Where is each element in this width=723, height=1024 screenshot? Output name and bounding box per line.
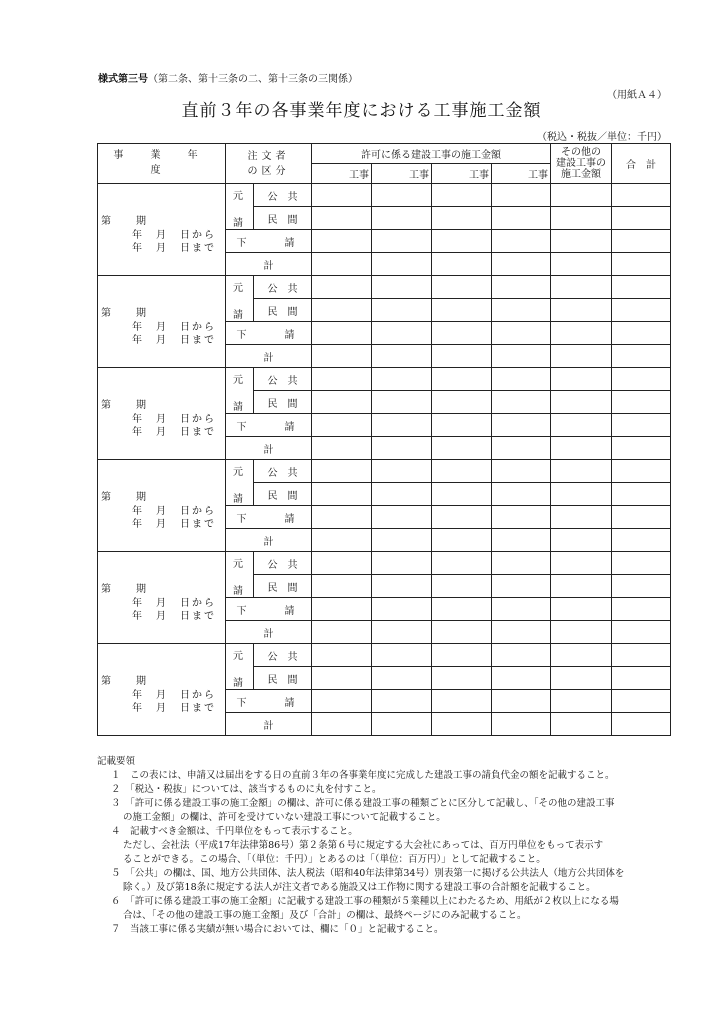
row-label-public: 公 共 bbox=[254, 184, 312, 207]
amount-cell[interactable] bbox=[432, 276, 492, 299]
amount-cell[interactable] bbox=[551, 713, 612, 736]
row-label-total: 計 bbox=[226, 621, 312, 644]
amount-cell[interactable] bbox=[432, 690, 492, 713]
row-label-public: 公 共 bbox=[254, 644, 312, 667]
header-fiscal-year: 事 業 年 度 bbox=[98, 144, 226, 184]
row-label-private: 民 間 bbox=[254, 667, 312, 690]
amount-cell[interactable] bbox=[372, 437, 432, 460]
amount-cell[interactable] bbox=[432, 506, 492, 529]
amount-cell[interactable] bbox=[612, 391, 671, 414]
amount-cell[interactable] bbox=[492, 414, 551, 437]
period-from: 年 月 日から bbox=[132, 414, 216, 425]
amount-cell[interactable] bbox=[312, 598, 372, 621]
amount-cell[interactable] bbox=[372, 713, 432, 736]
period-ki: 期 bbox=[136, 492, 146, 503]
amount-cell[interactable] bbox=[372, 230, 432, 253]
prime-contract-cell: 元 請 bbox=[226, 276, 254, 322]
row-label-private: 民 間 bbox=[254, 299, 312, 322]
amount-cell[interactable] bbox=[432, 184, 492, 207]
form-number: 様式第三号 bbox=[98, 74, 148, 85]
amount-cell[interactable] bbox=[372, 253, 432, 276]
fiscal-period-cell bbox=[98, 276, 226, 368]
amount-cell[interactable] bbox=[372, 276, 432, 299]
period-dai: 第 bbox=[101, 584, 111, 595]
note-item: ２ 「税込・税抜」については、該当するものに丸を付すこと。 bbox=[111, 784, 382, 795]
amount-cell[interactable] bbox=[372, 690, 432, 713]
amount-cell[interactable] bbox=[612, 437, 671, 460]
notes-section bbox=[97, 755, 687, 937]
amount-cell[interactable] bbox=[432, 483, 492, 506]
amount-cell[interactable] bbox=[432, 552, 492, 575]
paper-size-label: （用紙Ａ４） bbox=[607, 90, 667, 101]
row-label-subcontract: 下 請 bbox=[226, 414, 312, 437]
amount-cell[interactable] bbox=[492, 299, 551, 322]
amount-cell[interactable] bbox=[492, 621, 551, 644]
amount-cell[interactable] bbox=[551, 184, 612, 207]
fiscal-period-cell bbox=[98, 368, 226, 460]
header-koji-3: 工事 bbox=[432, 164, 492, 184]
amount-cell[interactable] bbox=[612, 506, 671, 529]
note-item: ５ 「公共」の欄は、国、地方公共団体、法人税法（昭和40年法律第34号）別表第一に掲げる公共法人（地方公共団体を bbox=[111, 868, 625, 879]
amount-cell[interactable] bbox=[551, 207, 612, 230]
form-reference: （第二条、第十三条の二、第十三条の三関係） bbox=[148, 74, 358, 85]
amount-cell[interactable] bbox=[492, 644, 551, 667]
period-dai: 第 bbox=[101, 492, 111, 503]
row-label-public: 公 共 bbox=[254, 276, 312, 299]
amount-cell[interactable] bbox=[312, 322, 372, 345]
amount-cell[interactable] bbox=[492, 368, 551, 391]
row-label-total: 計 bbox=[226, 345, 312, 368]
note-item: 除く。）及び第18条に規定する法人が注文者である施設又は工作物に関する建設工事の合計額を記載すること。 bbox=[123, 882, 596, 893]
amount-cell[interactable] bbox=[312, 713, 372, 736]
header-total: 合 計 bbox=[612, 144, 671, 184]
row-label-total: 計 bbox=[226, 713, 312, 736]
amount-cell[interactable] bbox=[492, 483, 551, 506]
amount-cell[interactable] bbox=[312, 414, 372, 437]
amount-cell[interactable] bbox=[551, 667, 612, 690]
amount-cell[interactable] bbox=[432, 207, 492, 230]
prime-contract-cell: 元 請 bbox=[226, 644, 254, 690]
amount-cell[interactable] bbox=[432, 460, 492, 483]
amount-cell[interactable] bbox=[432, 230, 492, 253]
amount-cell[interactable] bbox=[372, 322, 432, 345]
header-licensed-construction: 許可に係る建設工事の施工金額 bbox=[312, 144, 551, 164]
amount-cell[interactable] bbox=[372, 667, 432, 690]
period-from: 年 月 日から bbox=[132, 230, 216, 241]
amount-cell[interactable] bbox=[432, 368, 492, 391]
row-label-private: 民 間 bbox=[254, 483, 312, 506]
amount-cell[interactable] bbox=[551, 368, 612, 391]
amount-cell[interactable] bbox=[492, 253, 551, 276]
row-label-public: 公 共 bbox=[254, 552, 312, 575]
row-label-total: 計 bbox=[226, 529, 312, 552]
header-koji-4: 工事 bbox=[492, 164, 551, 184]
amount-cell[interactable] bbox=[312, 621, 372, 644]
row-label-private: 民 間 bbox=[254, 391, 312, 414]
prime-contract-cell: 元 請 bbox=[226, 460, 254, 506]
amount-cell[interactable] bbox=[432, 598, 492, 621]
amount-cell[interactable] bbox=[312, 575, 372, 598]
amount-cell[interactable] bbox=[612, 207, 671, 230]
note-item: ６ 「許可に係る建設工事の施工金額」に記載する建設工事の種類が５業種以上にわたるため、用紙が２枚以上になる場 bbox=[111, 896, 619, 907]
amount-cell[interactable] bbox=[372, 391, 432, 414]
page-title: 直前３年の各事業年度における工事施工金額 bbox=[181, 101, 542, 121]
prime-contract-cell: 元 請 bbox=[226, 552, 254, 598]
period-from: 年 月 日から bbox=[132, 690, 216, 701]
amount-cell[interactable] bbox=[551, 345, 612, 368]
amount-cell[interactable] bbox=[612, 345, 671, 368]
amount-cell[interactable] bbox=[312, 506, 372, 529]
amount-cell[interactable] bbox=[432, 713, 492, 736]
note-item: ７ 当該工事に係る実績が無い場合においては、欄に「０」と記載すること。 bbox=[111, 924, 444, 935]
amount-cell[interactable] bbox=[432, 621, 492, 644]
amount-cell[interactable] bbox=[432, 437, 492, 460]
period-ki: 期 bbox=[136, 676, 146, 687]
amount-cell[interactable] bbox=[551, 460, 612, 483]
amount-cell[interactable] bbox=[492, 391, 551, 414]
amount-cell[interactable] bbox=[492, 598, 551, 621]
amount-cell[interactable] bbox=[551, 506, 612, 529]
amount-cell[interactable] bbox=[312, 345, 372, 368]
amount-cell[interactable] bbox=[372, 644, 432, 667]
amount-cell[interactable] bbox=[551, 575, 612, 598]
amount-cell[interactable] bbox=[432, 575, 492, 598]
amount-cell[interactable] bbox=[372, 529, 432, 552]
fiscal-period-cell bbox=[98, 552, 226, 644]
amount-cell[interactable] bbox=[612, 460, 671, 483]
amount-cell[interactable] bbox=[492, 230, 551, 253]
row-label-subcontract: 下 請 bbox=[226, 598, 312, 621]
amount-cell[interactable] bbox=[432, 414, 492, 437]
amount-cell[interactable] bbox=[551, 253, 612, 276]
amount-cell[interactable] bbox=[372, 345, 432, 368]
amount-cell[interactable] bbox=[372, 506, 432, 529]
amount-cell[interactable] bbox=[432, 644, 492, 667]
notes-heading: 記載要領 bbox=[97, 756, 136, 767]
amount-cell[interactable] bbox=[372, 368, 432, 391]
amount-cell[interactable] bbox=[612, 184, 671, 207]
amount-cell[interactable] bbox=[492, 713, 551, 736]
amount-cell[interactable] bbox=[312, 460, 372, 483]
amount-cell[interactable] bbox=[372, 575, 432, 598]
amount-cell[interactable] bbox=[372, 483, 432, 506]
row-label-subcontract: 下 請 bbox=[226, 506, 312, 529]
row-label-private: 民 間 bbox=[254, 207, 312, 230]
amount-cell[interactable] bbox=[492, 575, 551, 598]
note-item: 合は、「その他の建設工事の施工金額」及び「合計」の欄は、最終ページにのみ記載すること。 bbox=[123, 910, 527, 921]
amount-cell[interactable] bbox=[612, 322, 671, 345]
amount-cell[interactable] bbox=[432, 253, 492, 276]
amount-cell[interactable] bbox=[612, 644, 671, 667]
period-dai: 第 bbox=[101, 676, 111, 687]
amount-cell[interactable] bbox=[312, 437, 372, 460]
period-from: 年 月 日から bbox=[132, 322, 216, 333]
unit-note: （税込・税抜／単位：千円） bbox=[537, 132, 667, 143]
amount-cell[interactable] bbox=[551, 621, 612, 644]
amount-cell[interactable] bbox=[612, 299, 671, 322]
row-label-subcontract: 下 請 bbox=[226, 230, 312, 253]
amount-cell[interactable] bbox=[312, 391, 372, 414]
note-item: １ この表には、申請又は届出をする日の直前３年の各事業年度に完成した建設工事の請負代金の額を記載すること。 bbox=[111, 770, 615, 781]
amount-cell[interactable] bbox=[492, 322, 551, 345]
construction-amount-table bbox=[97, 143, 671, 736]
amount-cell[interactable] bbox=[432, 667, 492, 690]
amount-cell[interactable] bbox=[612, 598, 671, 621]
amount-cell[interactable] bbox=[551, 230, 612, 253]
note-item: の施工金額」の欄は、許可を受けていない建設工事について記載すること。 bbox=[123, 812, 446, 823]
amount-cell[interactable] bbox=[492, 207, 551, 230]
amount-cell[interactable] bbox=[432, 529, 492, 552]
row-label-subcontract: 下 請 bbox=[226, 690, 312, 713]
amount-cell[interactable] bbox=[432, 391, 492, 414]
period-to: 年 月 日まで bbox=[132, 703, 216, 714]
amount-cell[interactable] bbox=[492, 437, 551, 460]
amount-cell[interactable] bbox=[551, 322, 612, 345]
amount-cell[interactable] bbox=[551, 437, 612, 460]
period-ki: 期 bbox=[136, 400, 146, 411]
period-ki: 期 bbox=[136, 308, 146, 319]
amount-cell[interactable] bbox=[612, 713, 671, 736]
amount-cell[interactable] bbox=[612, 276, 671, 299]
row-label-public: 公 共 bbox=[254, 368, 312, 391]
period-to: 年 月 日まで bbox=[132, 611, 216, 622]
amount-cell[interactable] bbox=[432, 345, 492, 368]
amount-cell[interactable] bbox=[312, 299, 372, 322]
period-dai: 第 bbox=[101, 308, 111, 319]
amount-cell[interactable] bbox=[612, 414, 671, 437]
header-other-construction: その他の 建設工事の 施工金額 bbox=[551, 144, 612, 184]
prime-contract-cell: 元 請 bbox=[226, 184, 254, 230]
amount-cell[interactable] bbox=[372, 184, 432, 207]
amount-cell[interactable] bbox=[312, 552, 372, 575]
amount-cell[interactable] bbox=[312, 483, 372, 506]
header-orderer-type: 注文者 の区分 bbox=[226, 144, 312, 184]
amount-cell[interactable] bbox=[551, 483, 612, 506]
amount-cell[interactable] bbox=[492, 552, 551, 575]
amount-cell[interactable] bbox=[372, 621, 432, 644]
header-koji-2: 工事 bbox=[372, 164, 432, 184]
amount-cell[interactable] bbox=[312, 230, 372, 253]
amount-cell[interactable] bbox=[551, 391, 612, 414]
amount-cell[interactable] bbox=[612, 690, 671, 713]
amount-cell[interactable] bbox=[312, 529, 372, 552]
fiscal-period-cell bbox=[98, 460, 226, 552]
row-label-public: 公 共 bbox=[254, 460, 312, 483]
amount-cell[interactable] bbox=[612, 253, 671, 276]
amount-cell[interactable] bbox=[551, 414, 612, 437]
amount-cell[interactable] bbox=[372, 207, 432, 230]
period-ki: 期 bbox=[136, 584, 146, 595]
amount-cell[interactable] bbox=[372, 414, 432, 437]
period-to: 年 月 日まで bbox=[132, 243, 216, 254]
amount-cell[interactable] bbox=[312, 690, 372, 713]
amount-cell[interactable] bbox=[312, 667, 372, 690]
amount-cell[interactable] bbox=[312, 276, 372, 299]
amount-cell[interactable] bbox=[551, 644, 612, 667]
header-koji-1: 工事 bbox=[312, 164, 372, 184]
note-item: ただし、会社法（平成17年法律第86号）第２条第６号に規定する大会社にあっては、百万円単位をもって表示す bbox=[123, 840, 604, 851]
amount-cell[interactable] bbox=[612, 552, 671, 575]
period-from: 年 月 日から bbox=[132, 506, 216, 517]
amount-cell[interactable] bbox=[492, 460, 551, 483]
amount-cell[interactable] bbox=[432, 299, 492, 322]
note-item: ３ 「許可に係る建設工事の施工金額」の欄は、許可に係る建設工事の種類ごとに区分して記載し、「その他の建設工事 bbox=[111, 798, 615, 809]
amount-cell[interactable] bbox=[312, 184, 372, 207]
amount-cell[interactable] bbox=[551, 299, 612, 322]
amount-cell[interactable] bbox=[551, 598, 612, 621]
amount-cell[interactable] bbox=[492, 276, 551, 299]
amount-cell[interactable] bbox=[492, 184, 551, 207]
amount-cell[interactable] bbox=[312, 644, 372, 667]
amount-cell[interactable] bbox=[372, 598, 432, 621]
fiscal-period-cell bbox=[98, 644, 226, 736]
row-label-total: 計 bbox=[226, 253, 312, 276]
amount-cell[interactable] bbox=[551, 690, 612, 713]
row-label-total: 計 bbox=[226, 437, 312, 460]
period-to: 年 月 日まで bbox=[132, 427, 216, 438]
amount-cell[interactable] bbox=[432, 322, 492, 345]
amount-cell[interactable] bbox=[551, 552, 612, 575]
amount-cell[interactable] bbox=[492, 667, 551, 690]
period-to: 年 月 日まで bbox=[132, 519, 216, 530]
amount-cell[interactable] bbox=[492, 690, 551, 713]
amount-cell[interactable] bbox=[612, 529, 671, 552]
amount-cell[interactable] bbox=[372, 299, 432, 322]
amount-cell[interactable] bbox=[492, 345, 551, 368]
form-label bbox=[98, 70, 358, 85]
amount-cell[interactable] bbox=[492, 506, 551, 529]
prime-contract-cell: 元 請 bbox=[226, 368, 254, 414]
period-dai: 第 bbox=[101, 216, 111, 227]
amount-cell[interactable] bbox=[372, 552, 432, 575]
amount-cell[interactable] bbox=[612, 368, 671, 391]
amount-cell[interactable] bbox=[312, 368, 372, 391]
amount-cell[interactable] bbox=[612, 667, 671, 690]
amount-cell[interactable] bbox=[612, 575, 671, 598]
amount-cell[interactable] bbox=[492, 529, 551, 552]
note-item: ることができる。この場合、「（単位：千円）」とあるのは「（単位：百万円）」として記載すること。 bbox=[123, 854, 546, 865]
amount-cell[interactable] bbox=[612, 621, 671, 644]
amount-cell[interactable] bbox=[612, 483, 671, 506]
amount-cell[interactable] bbox=[312, 253, 372, 276]
period-from: 年 月 日から bbox=[132, 598, 216, 609]
amount-cell[interactable] bbox=[612, 230, 671, 253]
row-label-subcontract: 下 請 bbox=[226, 322, 312, 345]
fiscal-period-cell bbox=[98, 184, 226, 276]
row-label-private: 民 間 bbox=[254, 575, 312, 598]
amount-cell[interactable] bbox=[312, 207, 372, 230]
amount-cell[interactable] bbox=[551, 276, 612, 299]
period-dai: 第 bbox=[101, 400, 111, 411]
amount-cell[interactable] bbox=[551, 529, 612, 552]
period-ki: 期 bbox=[136, 216, 146, 227]
amount-cell[interactable] bbox=[372, 460, 432, 483]
note-item: ４ 記載すべき金額は、千円単位をもって表示すること。 bbox=[111, 826, 358, 837]
period-to: 年 月 日まで bbox=[132, 335, 216, 346]
